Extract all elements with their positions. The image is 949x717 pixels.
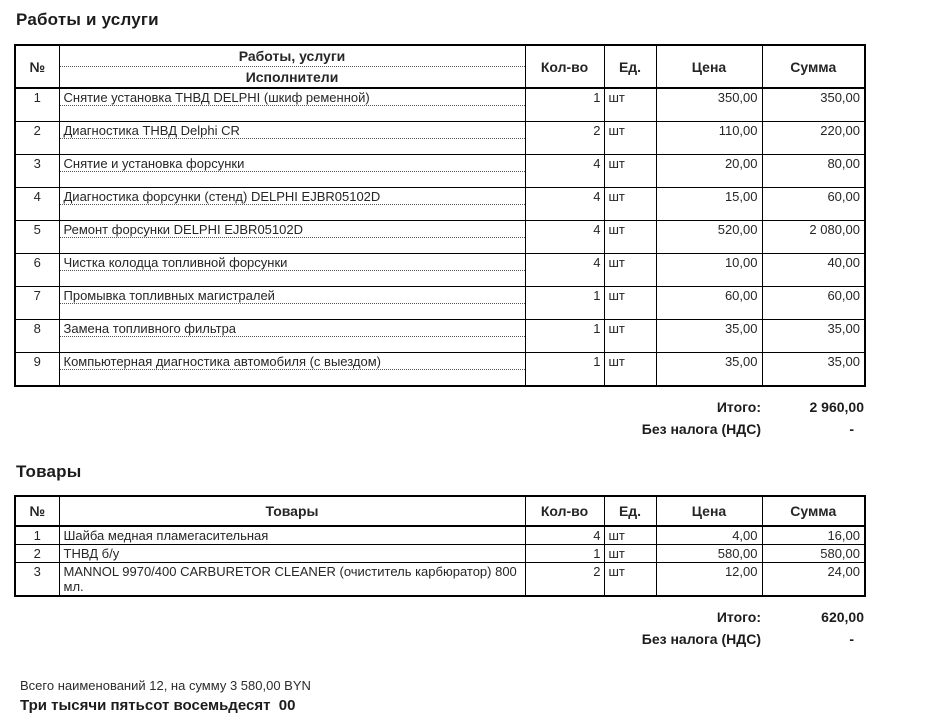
- goods-name: MANNOL 9970/400 CARBURETOR CLEANER (очиститель карбюратор) 800 мл.: [59, 563, 525, 597]
- service-qty: 1: [525, 88, 604, 122]
- service-unit: шт: [604, 155, 656, 188]
- service-performer-space: [60, 106, 525, 121]
- goods-row-number: 2: [15, 545, 59, 563]
- service-row: [15, 254, 865, 287]
- service-price: 35,00: [656, 320, 762, 353]
- service-name: Ремонт форсунки DELPHI EJBR05102D: [60, 221, 525, 238]
- service-row: [15, 122, 865, 155]
- goods-qty: 2: [525, 563, 604, 597]
- service-sum: 40,00: [762, 254, 865, 287]
- goods-row-number: 3: [15, 563, 59, 597]
- summary-footer: [20, 676, 878, 717]
- service-row-number: 3: [15, 155, 59, 188]
- service-qty: 1: [525, 287, 604, 320]
- goods-col-unit: Ед.: [604, 496, 656, 526]
- service-price: 350,00: [656, 88, 762, 122]
- service-name: Диагностика форсунки (стенд) DELPHI EJBR05102D: [60, 188, 525, 205]
- goods-unit: шт: [604, 545, 656, 563]
- service-row: [15, 320, 865, 353]
- service-sum: 80,00: [762, 155, 865, 188]
- services-col-name: Работы, услуги: [59, 45, 525, 67]
- service-performer-space: [60, 304, 525, 319]
- service-name-cell: [59, 287, 525, 320]
- service-name-cell: [59, 254, 525, 287]
- service-name-cell: [59, 88, 525, 122]
- goods-tax-label: Без налога (НДС): [641, 631, 761, 647]
- goods-row: [15, 563, 865, 597]
- service-performer-space: [60, 172, 525, 187]
- services-col-num: №: [15, 45, 59, 88]
- service-name: Снятие установка ТНВД DELPHI (шкиф ременной): [60, 89, 525, 106]
- service-row: [15, 287, 865, 320]
- service-row-number: 1: [15, 88, 59, 122]
- goods-name: ТНВД б/у: [59, 545, 525, 563]
- service-price: 10,00: [656, 254, 762, 287]
- total-items-summary: Всего наименований 12, на сумму 3 580,00 BYN: [20, 678, 311, 693]
- goods-table-header: [15, 496, 865, 526]
- service-row: [15, 88, 865, 122]
- goods-price: 12,00: [656, 563, 762, 597]
- service-name: Снятие и установка форсунки: [60, 155, 525, 172]
- service-performer-space: [60, 271, 525, 286]
- goods-col-name: Товары: [59, 496, 525, 526]
- service-row: [15, 155, 865, 188]
- service-name: Чистка колодца топливной форсунки: [60, 254, 525, 271]
- goods-row: [15, 526, 865, 545]
- service-sum: 2 080,00: [762, 221, 865, 254]
- service-price: 15,00: [656, 188, 762, 221]
- service-name-cell: [59, 320, 525, 353]
- goods-totals: [14, 606, 864, 650]
- service-row-number: 8: [15, 320, 59, 353]
- goods-section-title: Товары: [16, 462, 82, 481]
- service-row-number: 5: [15, 221, 59, 254]
- service-performer-space: [60, 337, 525, 352]
- service-unit: шт: [604, 221, 656, 254]
- goods-col-qty: Кол-во: [525, 496, 604, 526]
- goods-name: Шайба медная пламегасительная: [59, 526, 525, 545]
- service-unit: шт: [604, 188, 656, 221]
- goods-total-label: Итого:: [716, 609, 761, 625]
- service-name-cell: [59, 353, 525, 387]
- services-total-label: Итого:: [716, 399, 761, 415]
- service-name-cell: [59, 122, 525, 155]
- service-sum: 220,00: [762, 122, 865, 155]
- service-unit: шт: [604, 320, 656, 353]
- service-qty: 4: [525, 188, 604, 221]
- service-name-cell: [59, 221, 525, 254]
- service-row-number: 7: [15, 287, 59, 320]
- services-col-executors: Исполнители: [59, 67, 525, 89]
- service-sum: 350,00: [762, 88, 865, 122]
- service-name: Диагностика ТНВД Delphi CR: [60, 122, 525, 139]
- goods-total-value: 620,00: [821, 609, 864, 625]
- service-unit: шт: [604, 122, 656, 155]
- goods-col-num: №: [15, 496, 59, 526]
- goods-qty: 1: [525, 545, 604, 563]
- service-row-number: 6: [15, 254, 59, 287]
- services-tax-line: [14, 418, 864, 440]
- services-col-qty: Кол-во: [525, 45, 604, 88]
- service-sum: 60,00: [762, 188, 865, 221]
- services-tax-label: Без налога (НДС): [641, 421, 761, 437]
- service-sum: 35,00: [762, 353, 865, 387]
- service-qty: 4: [525, 155, 604, 188]
- services-col-unit: Ед.: [604, 45, 656, 88]
- service-row: [15, 221, 865, 254]
- services-table-header: [15, 45, 865, 88]
- service-name: Компьютерная диагностика автомобиля (с выездом): [60, 353, 525, 370]
- service-row: [15, 353, 865, 387]
- service-sum: 60,00: [762, 287, 865, 320]
- goods-table: [14, 495, 866, 597]
- goods-row: [15, 545, 865, 563]
- goods-row-number: 1: [15, 526, 59, 545]
- service-unit: шт: [604, 88, 656, 122]
- services-total-value: 2 960,00: [809, 399, 864, 415]
- services-table: [14, 44, 866, 387]
- service-qty: 1: [525, 353, 604, 387]
- service-price: 520,00: [656, 221, 762, 254]
- service-row: [15, 188, 865, 221]
- service-unit: шт: [604, 254, 656, 287]
- services-section-title: Работы и услуги: [16, 10, 159, 29]
- service-sum: 35,00: [762, 320, 865, 353]
- goods-sum: 16,00: [762, 526, 865, 545]
- services-totals: [14, 396, 864, 440]
- amount-in-words: Три тысячи пятьсот восемьдесят 00: [20, 697, 296, 714]
- goods-col-price: Цена: [656, 496, 762, 526]
- service-row-number: 4: [15, 188, 59, 221]
- goods-sum: 580,00: [762, 545, 865, 563]
- service-unit: шт: [604, 353, 656, 387]
- service-price: 35,00: [656, 353, 762, 387]
- services-tax-value: -: [849, 421, 854, 437]
- services-col-sum: Сумма: [762, 45, 865, 88]
- goods-qty: 4: [525, 526, 604, 545]
- goods-total-line: [14, 606, 864, 628]
- service-price: 20,00: [656, 155, 762, 188]
- goods-tax-line: [14, 628, 864, 650]
- goods-price: 580,00: [656, 545, 762, 563]
- service-name: Замена топливного фильтра: [60, 320, 525, 337]
- service-name-cell: [59, 155, 525, 188]
- service-qty: 4: [525, 254, 604, 287]
- service-name: Промывка топливных магистралей: [60, 287, 525, 304]
- goods-sum: 24,00: [762, 563, 865, 597]
- service-qty: 2: [525, 122, 604, 155]
- goods-unit: шт: [604, 526, 656, 545]
- service-price: 60,00: [656, 287, 762, 320]
- services-total-line: [14, 396, 864, 418]
- service-qty: 4: [525, 221, 604, 254]
- service-performer-space: [60, 139, 525, 154]
- service-performer-space: [60, 238, 525, 253]
- service-performer-space: [60, 205, 525, 220]
- service-price: 110,00: [656, 122, 762, 155]
- goods-col-sum: Сумма: [762, 496, 865, 526]
- service-row-number: 9: [15, 353, 59, 387]
- service-name-cell: [59, 188, 525, 221]
- service-unit: шт: [604, 287, 656, 320]
- goods-unit: шт: [604, 563, 656, 597]
- service-performer-space: [60, 370, 525, 385]
- services-col-price: Цена: [656, 45, 762, 88]
- goods-price: 4,00: [656, 526, 762, 545]
- service-row-number: 2: [15, 122, 59, 155]
- service-qty: 1: [525, 320, 604, 353]
- goods-tax-value: -: [849, 631, 854, 647]
